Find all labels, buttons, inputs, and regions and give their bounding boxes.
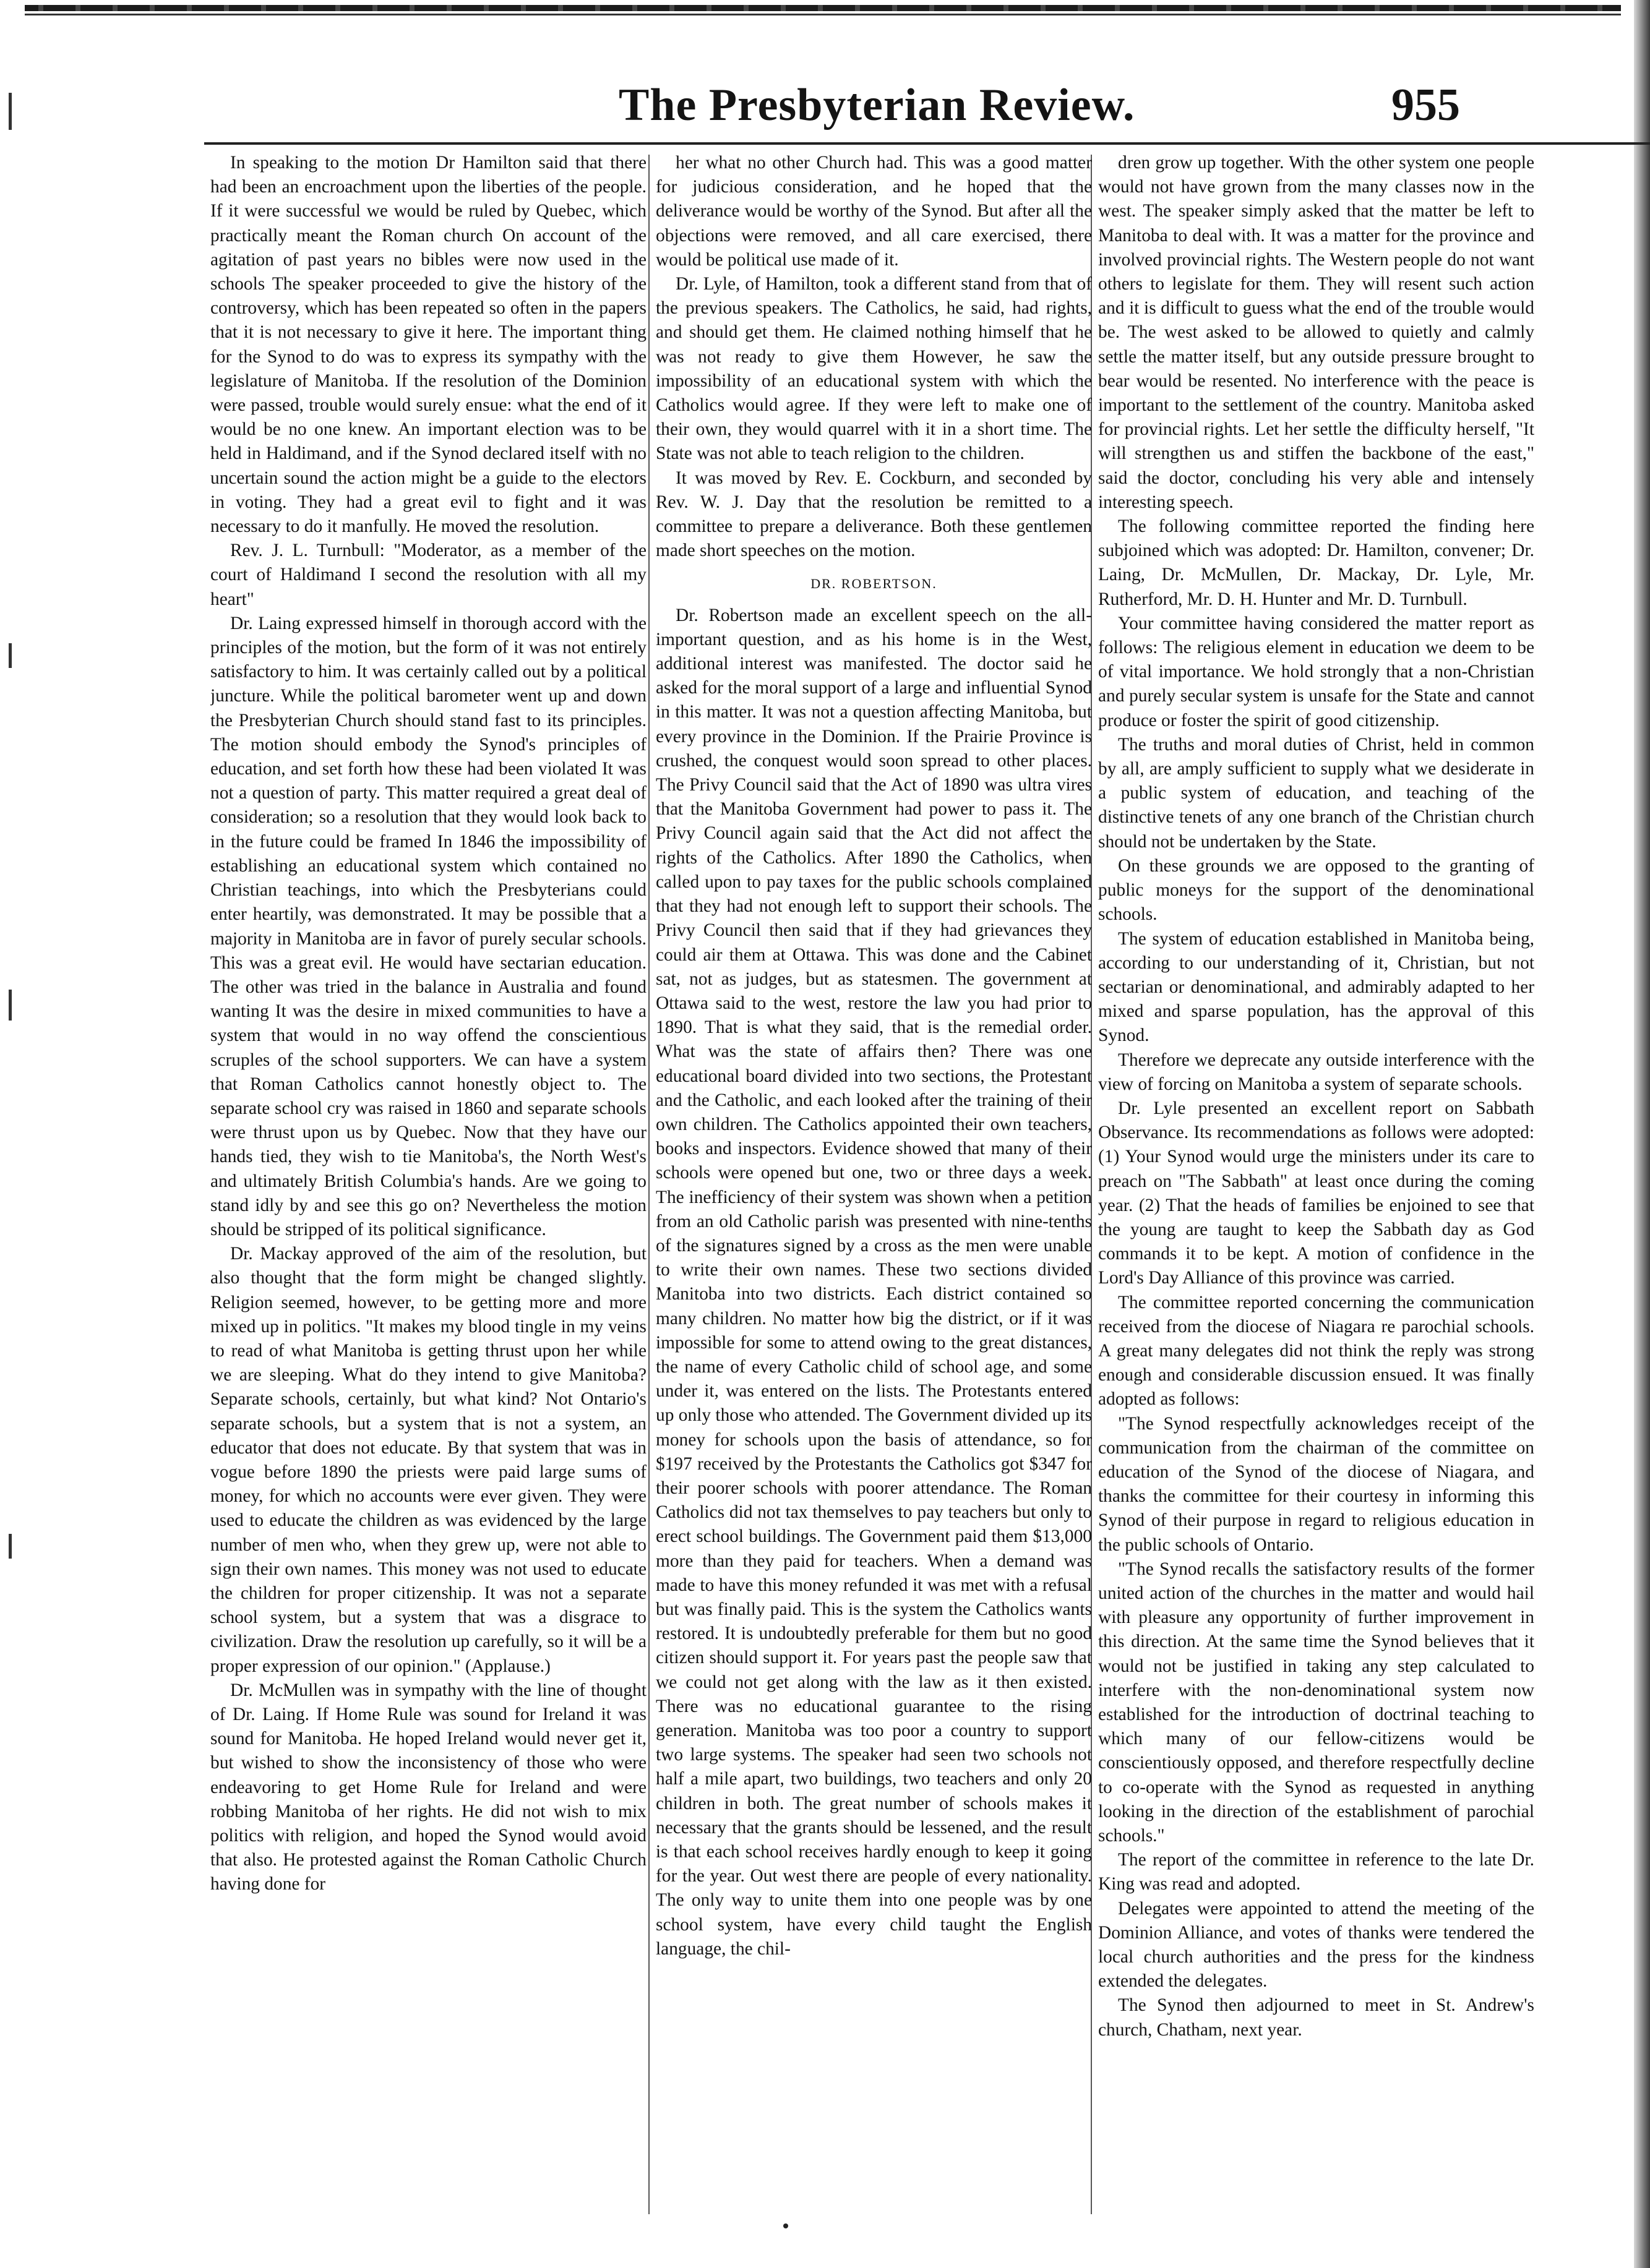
page-binding-edge: [1634, 0, 1650, 2268]
margin-mark: [9, 1534, 12, 1559]
top-border-thin-rule: [25, 14, 1621, 15]
paragraph: On these grounds we are opposed to the granting of public moneys for the support of the denominational schools.: [1098, 855, 1534, 925]
section-subheading: DR. ROBERTSON.: [810, 576, 937, 592]
print-speck: [783, 2223, 788, 2228]
paragraph: Dr. Mackay approved of the aim of the resolution, but also thought that the form might be changed slightly. Religion seemed, however, to be getting more and more mixed up in politics. "It makes my blood tingle in my veins to read of what Manitoba is getting thrust upon her while we are sleeping. What do they intend to give Manitoba? Separate schools, certainly, but what kind? Not Ontario's separate schools, but a system that is not a system, an educator that does not educate. By that system that was in vogue before 1890 the priests were paid large sums of money, for which no accounts were ever given. They were used to educate the children as was evidenced by the large number of men who, when they grew up, were not able to sign their own names. This money was not used to educate the children for proper citizenship. It was not a separate school system, but a system that was a disgrace to civilization. Draw the resolution up carefully, so it will be a proper expression of our opinion." (Applause.): [210, 1244, 647, 1676]
running-header: [619, 79, 1460, 147]
margin-mark: [9, 93, 12, 130]
paragraph: The Synod then adjourned to meet in St. Andrew's church, Chatham, next year.: [1098, 1995, 1534, 2040]
paragraph: The truths and moral duties of Christ, held in common by all, are amply sufficient to supply what we desiderate in a public system of education, and teaching of the distinctive tenets of any one branch of the Christian church should not be undertaken by the State.: [1098, 734, 1534, 852]
margin-mark: [9, 990, 12, 1021]
paragraph: Therefore we deprecate any outside interference with the view of forcing on Manitoba a system of separate schools.: [1098, 1050, 1534, 1094]
top-border-rule: [25, 5, 1621, 11]
paragraph: Dr. Lyle presented an excellent report on Sabbath Observance. Its recommendations as follows were adopted: (1) Your Synod would urge the ministers under its care to preach on "The Sabbath" at least once during the coming year. (2) That the heads of families be enjoined to see that the young are taught to keep the Sabbath day as God commands it to be kept. A motion of confidence in the Lord's Day Alliance of this province was carried.: [1098, 1098, 1534, 1288]
paragraph: The report of the committee in reference to the late Dr. King was read and adopted.: [1098, 1850, 1534, 1894]
text-column-3: [1098, 151, 1534, 2241]
page-number: 955: [1391, 80, 1460, 131]
page-title: The Presbyterian Review.: [619, 80, 1135, 131]
paragraph: Dr. McMullen was in sympathy with the line of thought of Dr. Laing. If Home Rule was sound for Ireland it was sound for Manitoba. He hoped Ireland would never get it, but wished to show the inconsistency of those who were endeavoring to get Home Rule for Ireland and were robbing Manitoba of her rights. He did not wish to mix politics with religion, and hoped the Synod would avoid that also. He protested against the Roman Catholic Church having done for: [210, 1680, 647, 1894]
paragraph: "The Synod respectfully acknowledges receipt of the communication from the chairman of the committee on education of the Synod of the diocese of Niagara, and thanks the committee for their courtesy in informing this Synod of their purpose in regard to religious education in the public schools of Ontario.: [1098, 1413, 1534, 1555]
paragraph: Dr. Laing expressed himself in thorough accord with the principles of the motion, but the form of it was not entirely satisfactory to him. It was certainly called out by a political juncture. While the political barometer went up and down the Presbyterian Church should stand fast to its principles. The motion should embody the Synod's principles of education, and set forth how these had been violated It was not a question of party. This matter required a great deal of consideration; so a resolution that they would look back to in the future could be framed In 1846 the impossibility of establishing an educational system which contained no Christian teachings, into which the Presbyterians could enter heartily, was demonstrated. It may be possible that a majority in Manitoba are in favor of purely secular schools. This was a great evil. He would have sectarian education. The other was tried in the balance in Australia and found wanting It was the desire in mixed communities to have a system that would in no way offend the conscientious scruples of the school supporters. We can have a system that Roman Catholics cannot honestly object to. The separate school cry was raised in 1860 and separate schools were thrust upon us by Quebec. Now that they have our hands tied, they wish to tie Manitoba's, the North West's and ultimately British Columbia's hands. Are we going to stand idly by and see this go on? Nevertheless the motion should be stripped of its political significance.: [210, 613, 647, 1239]
paragraph: her what no other Church had. This was a good matter for judicious consideration, and he hoped that the deliverance would be worthy of the Synod. But after all the objections were removed, and all care exercised, there would be political use made of it.: [656, 153, 1092, 270]
paragraph: Your committee having considered the matter report as follows: The religious element in education we deem to be of vital importance. We hold strongly that a non-Christian and purely secular system is unsafe for the State and cannot produce or foster the spirit of good citizenship.: [1098, 613, 1534, 730]
text-column-1: [210, 151, 647, 2241]
text-column-2: [656, 151, 1092, 2241]
paragraph: dren grow up together. With the other system one people would not have grown from the many classes now in the west. The speaker simply asked that the matter be left to Manitoba to deal with. It was a matter for the province and involved provincial rights. The Western people do not want others to legislate for them. They will resent such action and it is difficult to guess what the end of the trouble would be. The west asked to be allowed to quietly and calmly settle the matter itself, but any outside pressure brought to bear would be resented. No interference with the peace is important to the settlement of the country. Manitoba asked for provincial rights. Let her settle the difficulty herself, "It will strengthen us and stiffen the backbone of the east," said the doctor, concluding his very able and intensely interesting speech.: [1098, 153, 1534, 512]
paragraph: Dr. Lyle, of Hamilton, took a different stand from that of the previous speakers. The Catholics, he said, had rights, and should get them. He claimed nothing himself that he was not ready to give them However, he saw the impossibility of an educational system with which the Catholics would agree. If they were left to make one of their own, they would quarrel with it in a short time. The State was not able to teach religion to the children.: [656, 274, 1092, 464]
paragraph: The system of education established in Manitoba being, according to our understanding of it, Christian, but not sectarian or denominational, and admirably adapted to her mixed and sparse population, has the approval of this Synod.: [1098, 928, 1534, 1046]
paragraph: "The Synod recalls the satisfactory results of the former united action of the churches in the matter and would hail with pleasure any opportunity of further improvement in this direction. At the same time the Synod believes that it would not be justified in taking any step calculated to interfere with the non-denominational system now established for the introduction of doctrinal teaching to which many of our fellow-citizens would be conscientiously opposed, and therefore respectfully decline to co-operate with the Synod as requested in anything looking in the direction of the establishment of parochial schools.": [1098, 1559, 1534, 1846]
paragraph: Dr. Robertson made an excellent speech on the all-important question, and as his home is in the West, additional interest was manifested. The doctor said he asked for the moral support of a large and influential Synod in this matter. It was not a question affecting Manitoba, but every province in the Dominion. If the Prairie Province is crushed, the conquest would soon spread to other places. The Privy Council said that the Act of 1890 was ultra vires that the Manitoba Government had power to pass it. The Privy Council again said that the Act did not affect the rights of the Catholics. After 1890 the Catholics, when called upon to pay taxes for the public schools complained that they had not enough left to support their schools. The Privy Council then said that if they had grievances they could air them at Ottawa. This was done and the Cabinet sat, not as judges, but as statesmen. The government at Ottawa said to the west, restore the law you had prior to 1890. That is what they said, that is the remedial order. What was the state of affairs then? There was one educational board divided into two sections, the Protestant and the Catholic, and each looked after the training of their own children. The Catholics appointed their own teachers, books and inspectors. Evidence showed that many of their schools were opened but one, two or three days a week. The inefficiency of their system was shown when a petition from an old Catholic parish was presented with nine-tenths of the signatures signed by a cross as the men were unable to write their own names. These two sections divided Manitoba into two districts. Each district contained so many children. No matter how big the district, or if it was impossible for some to attend owing to the great distances, the name of every Catholic child of school age, and some under it, was entered on the lists. The Protestants entered up only those who attended. The Government divided up its money for schools upon the basis of attendance, so for $197 received by the Protestants the Catholics got $347 for their poorer schools with poorer attendance. The Roman Catholics did not tax themselves to pay teachers but only to erect school buildings. The Government paid them $13,000 more than they paid for teachers. When a demand was made to have this money refunded it was met with a refusal but was finally paid. This is the system the Catholics wants restored. It is undoubtedly preferable for them but no good citizen should support it. For years past the people saw that we could not get along with the law as it then existed. There was no educational guarantee to the rising generation. Manitoba was too poor a country to support two large systems. The speaker had seen two schools not half a mile apart, two buildings, two teachers and only 20 children in both. The great number of schools makes it necessary that the grants should be lessened, and the result is that each school receives hardly enough to keep it going for the year. Out west there are people of every nationality. The only way to unite them into one people was by one school system, have every child taught the English language, the chil-: [656, 605, 1092, 1959]
paragraph: Delegates were appointed to attend the meeting of the Dominion Alliance, and votes of thanks were tendered the local church authorities and the press for the kindness extended the delegates.: [1098, 1898, 1534, 1992]
paragraph: Rev. J. L. Turnbull: "Moderator, as a member of the court of Haldimand I second the resolution with all my heart": [210, 541, 647, 609]
paragraph: The committee reported concerning the communication received from the diocese of Niagara re parochial schools. A great many delegates did not think the reply was strong enough and considerable discussion ensued. It was finally adopted as follows:: [1098, 1292, 1534, 1410]
column-divider: [648, 155, 650, 2214]
paragraph: In speaking to the motion Dr Hamilton said that there had been an encroachment upon the liberties of the people. If it were successful we would be ruled by Quebec, which practically meant the Roman church On account of the agitation of past years no bibles were now used in the schools The speaker proceeded to give the history of the controversy, which has been repeated so often in the papers that it is not necessary to give it here. The important thing for the Synod to do was to express its sympathy with the legislature of Manitoba. If the resolution of the Dominion were passed, trouble would surely ensue: what the end of it would be no one knew. An important election was to be held in Haldimand, and if the Synod declared itself with no uncertain sound the action might be a guide to the electors in voting. They had a great evil to fight and it was necessary to do it manfully. He moved the resolution.: [210, 153, 647, 537]
paragraph: It was moved by Rev. E. Cockburn, and seconded by Rev. W. J. Day that the resolution be remitted to a committee to prepare a deliverance. Both these gentlemen made short speeches on the motion.: [656, 468, 1092, 561]
header-rule: [204, 142, 1650, 145]
paragraph: The following committee reported the finding here subjoined which was adopted: Dr. Hamilton, convener; Dr. Laing, Dr. McMullen, Dr. Mackay, Dr. Lyle, Mr. Rutherford, Mr. D. H. Hunter and Mr. D. Turnbull.: [1098, 516, 1534, 609]
margin-mark: [9, 643, 12, 668]
